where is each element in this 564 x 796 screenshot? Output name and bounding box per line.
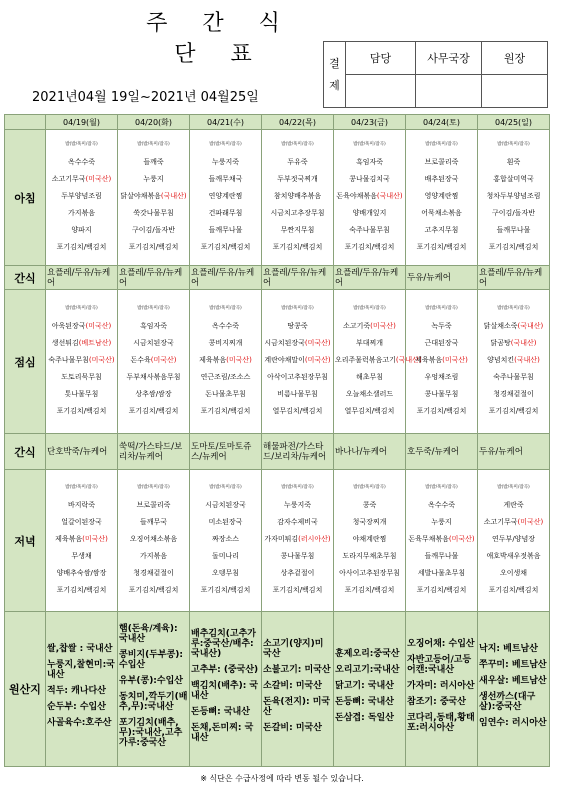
menu-item: 생선튀김(베트남산)	[51, 338, 112, 347]
menu-item: 밥(밥/흑미/잡곡)	[353, 484, 386, 490]
menu-item: 콩나물무침	[424, 389, 459, 398]
menu-item: 옥수수죽	[211, 321, 240, 330]
origin-item: 자반고등어/고등어캔:국내산	[407, 655, 472, 675]
menu-item: 짜장소스	[211, 534, 240, 543]
menu-item: 돈육무채볶음(미국산)	[408, 534, 475, 543]
menu-item: 청차두부양념조림	[486, 191, 541, 200]
origin-note: (러시아산)	[298, 534, 331, 543]
menu-item: 콩죽	[362, 500, 377, 509]
menu-item: 포기김치/백김치	[200, 585, 251, 594]
menu-item: 도토리묵무침	[61, 372, 102, 381]
snack-cell: 호두죽/뉴케어	[406, 434, 478, 470]
origin-note: (미국산)	[226, 355, 252, 364]
snack-cell: 두유/뉴케어	[406, 266, 478, 290]
menu-item: 포기김치/백김치	[416, 242, 467, 251]
menu-item: 흑임자죽	[139, 321, 168, 330]
weekly-menu-table	[4, 114, 550, 767]
menu-item: 게란죽	[503, 500, 524, 509]
meal-label: 간식	[5, 434, 46, 470]
menu-item: 시금치된장국	[205, 500, 246, 509]
menu-item: 포기김치/백김치	[200, 242, 251, 251]
menu-item: 돈나물초무침	[205, 389, 246, 398]
menu-item: 옥수수죽	[427, 500, 456, 509]
snack-cell: 요플레/두유/뉴케어	[46, 266, 118, 290]
approval-role: 사무국장	[416, 42, 482, 75]
menu-item: 가지볶음	[139, 551, 168, 560]
menu-item: 포기김치/백김치	[344, 585, 395, 594]
menu-cell	[190, 290, 262, 434]
menu-item: 땅콩죽	[287, 321, 308, 330]
origin-item: 쌀,찹쌀 : 국내산	[47, 644, 113, 654]
menu-item: 오리주물럭볶음고기(국내산)	[335, 355, 422, 364]
menu-item: 밥(밥/흑미/잡곡)	[497, 484, 530, 490]
menu-item: 무짠지무침	[280, 225, 315, 234]
menu-item: 소고기죽(미국산)	[343, 321, 396, 330]
menu-item: 옥수수죽	[67, 157, 96, 166]
origin-item: 적두: 캐나다산	[47, 686, 106, 696]
menu-item: 두부양념조림	[61, 191, 102, 200]
menu-item: 콩비지찌개	[208, 338, 243, 347]
snack-cell: 해물파전/가스타드/보리차/뉴케어	[262, 434, 334, 470]
origin-item: 백김치(배추): 국내산	[191, 681, 259, 701]
origin-item: 돈갈비: 미국산	[263, 723, 322, 733]
origin-item: 쭈꾸미: 베트남산	[479, 660, 547, 670]
menu-item: 시금치된장국(미국산)	[264, 338, 331, 347]
origin-cell	[46, 612, 118, 767]
day-header: 04/25(일)	[478, 115, 550, 130]
menu-item: 밥(밥/흑미/잡곡)	[137, 305, 170, 311]
origin-note: (국내산)	[514, 355, 540, 364]
origin-note: (미국산)	[88, 355, 115, 364]
origin-cell	[118, 612, 190, 767]
origin-item: 코다리,동태,황태포:러시아산	[407, 713, 475, 733]
menu-cell	[46, 130, 118, 266]
menu-item: 밥(밥/흑미/잡곡)	[497, 305, 530, 311]
snack-cell: 요플레/두유/뉴케어	[190, 266, 262, 290]
menu-item: 제육볶음(미국산)	[55, 534, 108, 543]
origin-item: 햄(돈육/계육): 국내산	[119, 624, 178, 644]
menu-cell	[118, 130, 190, 266]
menu-item: 가지볶음	[67, 208, 96, 217]
menu-cell	[262, 290, 334, 434]
menu-item: 구이김/돌자반	[492, 208, 535, 217]
origin-item: 포기김치(배추,무):국내산,고추가루:중국산	[119, 718, 183, 748]
menu-item: 쑥갓나물무침	[133, 208, 174, 217]
snack2-row	[5, 434, 550, 470]
menu-item: 영양계란찜	[424, 191, 459, 200]
meal-label: 간식	[5, 266, 46, 290]
menu-item: 돌미나리	[211, 551, 240, 560]
menu-item: 돈수육(미국산)	[130, 355, 177, 364]
menu-item: 밥(밥/흑미/잡곡)	[425, 305, 458, 311]
menu-item: 밥(밥/흑미/잡곡)	[65, 305, 98, 311]
origin-item: 콩비지(두부콩): 수입산	[119, 650, 183, 670]
origin-item: 오리고기:국내산	[335, 665, 400, 675]
menu-item: 밥(밥/흑미/잡곡)	[425, 141, 458, 147]
menu-item: 누룽지죽	[211, 157, 240, 166]
origin-item: 임연수: 러시아산	[479, 718, 547, 728]
menu-item: 포기김치/백김치	[128, 242, 179, 251]
menu-item: 밥(밥/흑미/잡곡)	[137, 484, 170, 490]
menu-item: 포기김치/백김치	[416, 585, 467, 594]
menu-item: 들깨무나물	[208, 225, 243, 234]
menu-item: 오뎅무침	[211, 568, 240, 577]
approval-label: 결 제	[324, 42, 346, 108]
menu-cell	[406, 290, 478, 434]
menu-item: 제육볶음(미국산)	[199, 355, 252, 364]
menu-item: 바지락죽	[67, 500, 96, 509]
origin-note: (미국산)	[85, 321, 112, 330]
origin-item: 훈제오리:중국산	[335, 649, 400, 659]
menu-item: 포기김치/백김치	[128, 406, 179, 415]
snack-cell: 바나나/뉴케어	[334, 434, 406, 470]
signature-box[interactable]	[482, 75, 548, 108]
menu-item: 숙주나물무침(미국산)	[48, 355, 115, 364]
menu-item: 포기김치/백김치	[56, 406, 107, 415]
menu-item: 닭살야채볶음(국내산)	[120, 191, 187, 200]
approval-role: 원장	[482, 42, 548, 75]
menu-item: 아사이고추된장무침	[339, 568, 400, 577]
menu-item: 고추지무침	[424, 225, 459, 234]
day-header: 04/22(목)	[262, 115, 334, 130]
menu-item: 포기김치/백김치	[56, 242, 107, 251]
day-header-row	[5, 115, 550, 130]
menu-item: 밥(밥/흑미/잡곡)	[281, 484, 314, 490]
origin-item: 닭고기: 국내산	[335, 681, 394, 691]
menu-item: 청경채겉절이	[133, 568, 174, 577]
page-title: 주 간 식 단 표	[146, 11, 294, 67]
menu-item: 건파래무침	[208, 208, 243, 217]
approval-box	[323, 41, 548, 108]
menu-item: 들깨무나물	[424, 551, 459, 560]
origin-note: (미국산)	[370, 321, 396, 330]
origin-item: 소고기(양지)미국산	[263, 639, 324, 659]
menu-item: 배추된장국	[424, 174, 459, 183]
menu-item: 들깨무나물	[496, 225, 531, 234]
menu-cell	[118, 290, 190, 434]
menu-item: 소고기무국(미국산)	[51, 174, 112, 183]
day-header: 04/24(토)	[406, 115, 478, 130]
menu-item: 연근조림/조소스	[200, 372, 251, 381]
menu-item: 미소된장국	[208, 517, 243, 526]
origin-note: (미국산)	[448, 534, 475, 543]
origin-note: (미국산)	[517, 517, 544, 526]
menu-item: 양배추숙쌈/쌈장	[56, 568, 107, 577]
snack-cell: 쑥떡/가스타드/보리차/뉴케어	[118, 434, 190, 470]
origin-cell	[190, 612, 262, 767]
menu-item: 밥(밥/흑미/잡곡)	[353, 305, 386, 311]
menu-item: 청경채겉절이	[493, 389, 534, 398]
menu-cell	[406, 130, 478, 266]
menu-item: 숙주나물무침	[349, 225, 390, 234]
menu-cell	[262, 470, 334, 612]
menu-item: 연양계란찜	[208, 191, 243, 200]
menu-item: 브로콜리죽	[136, 500, 171, 509]
menu-item: 소고기무국(미국산)	[483, 517, 544, 526]
snack-cell: 요플레/두유/뉴케어	[118, 266, 190, 290]
menu-item: 흑임자죽	[355, 157, 384, 166]
snack-cell: 요플레/두유/뉴케어	[334, 266, 406, 290]
menu-item: 오징어채소볶음	[129, 534, 178, 543]
origin-item: 가자미: 러시아산	[407, 681, 475, 691]
menu-item: 도라지무채초무침	[342, 551, 397, 560]
origin-item: 누룽지,찰현미:국내산	[47, 660, 115, 680]
origin-item: 배추김치(고추가루:중국산/배추:국내산)	[191, 629, 256, 659]
menu-item: 상추쌈/쌈장	[135, 389, 172, 398]
origin-item: 사골육수:호주산	[47, 718, 112, 728]
menu-cell	[478, 470, 550, 612]
dinner-row	[5, 470, 550, 612]
day-header: 04/19(월)	[46, 115, 118, 130]
menu-item: 밥(밥/흑미/잡곡)	[137, 141, 170, 147]
snack-cell: 요플레/두유/뉴케어	[262, 266, 334, 290]
menu-item: 콩나물김치국	[349, 174, 390, 183]
menu-item: 밥(밥/흑미/잡곡)	[65, 141, 98, 147]
origin-item: 소갈비: 미국산	[263, 681, 322, 691]
menu-item: 두유죽	[287, 157, 308, 166]
menu-item: 두부젓국찌개	[277, 174, 318, 183]
corner-cell	[5, 115, 46, 130]
meal-label: 저녁	[5, 470, 46, 612]
menu-item: 오늘채소샐러드	[345, 389, 394, 398]
menu-item: 톳나물무침	[64, 389, 99, 398]
origin-note: (미국산)	[442, 355, 468, 364]
menu-period: 2021년04월 19일~2021년 04월25일	[32, 90, 259, 105]
menu-item: 상추겉절이	[280, 568, 315, 577]
origin-note: (미국산)	[150, 355, 177, 364]
menu-item: 밥(밥/흑미/잡곡)	[281, 141, 314, 147]
menu-item: 계란야채말이(미국산)	[264, 355, 331, 364]
menu-cell	[334, 290, 422, 434]
menu-cell	[262, 130, 334, 266]
menu-item: 닭곰탕(국내산)	[490, 338, 537, 347]
menu-item: 해초무침	[355, 372, 384, 381]
menu-cell	[334, 470, 406, 612]
menu-cell	[46, 290, 118, 434]
approval-role: 담당	[346, 42, 416, 75]
origin-item: 참조기: 중국산	[407, 697, 466, 707]
origin-note: (국내산)	[376, 191, 403, 200]
menu-cell	[478, 290, 550, 434]
menu-item: 청국장찌개	[352, 517, 387, 526]
origin-note: (국내산)	[517, 321, 544, 330]
menu-item: 포기김치/백김치	[272, 585, 323, 594]
footnote: ※ 식단은 수급사정에 따라 변동 될수 있습니다.	[200, 774, 364, 783]
origin-item: 고추부: (중국산)	[191, 665, 259, 675]
menu-item: 얼갈이된장국	[61, 517, 102, 526]
menu-item: 어묵채소볶음	[421, 208, 462, 217]
menu-item: 홍합살미역국	[493, 174, 534, 183]
origin-note: (국내산)	[395, 355, 422, 364]
menu-cell	[118, 470, 190, 612]
origin-item: 새우살: 베트남산	[479, 676, 547, 686]
origin-cell	[478, 612, 550, 767]
menu-item: 감자수제비국	[277, 517, 318, 526]
menu-item: 포기김치/백김치	[488, 585, 539, 594]
menu-cell	[46, 470, 118, 612]
menu-item: 밥(밥/흑미/잡곡)	[65, 484, 98, 490]
origin-item: 돈등뼈: 국내산	[335, 697, 394, 707]
snack-cell: 요플레/두유/뉴케어	[478, 266, 550, 290]
menu-item: 밥(밥/흑미/잡곡)	[281, 305, 314, 311]
menu-item: 세발나물초무침	[417, 568, 466, 577]
menu-item: 들깨죽	[143, 157, 164, 166]
origin-item: 낙지: 베트남산	[479, 644, 538, 654]
menu-item: 야채계란찜	[352, 534, 387, 543]
origin-row	[5, 612, 550, 767]
day-header: 04/20(화)	[118, 115, 190, 130]
origin-item: 돈삼겹: 독일산	[335, 713, 394, 723]
snack-cell: 도마토/토마토쥬스/뉴케어	[190, 434, 262, 470]
origin-item: 동치미,깍두기(배추,무):국내산	[119, 692, 188, 712]
menu-item: 포기김치/백김치	[56, 585, 107, 594]
menu-item: 포기김치/백김치	[488, 406, 539, 415]
menu-item: 제육볶음(미국산)	[415, 355, 468, 364]
origin-item: 돈등뼈: 국내산	[191, 707, 250, 717]
menu-item: 시금치된장국	[133, 338, 174, 347]
menu-item: 숙주나물무침	[493, 372, 534, 381]
menu-item: 포기김치/백김치	[488, 242, 539, 251]
breakfast-row	[5, 130, 550, 266]
day-header: 04/23(금)	[334, 115, 406, 130]
menu-item: 들깨무국	[139, 517, 168, 526]
menu-item: 브로콜리죽	[424, 157, 459, 166]
menu-item: 애호박새우젓볶음	[486, 551, 541, 560]
origin-item: 소불고기: 미국산	[263, 665, 331, 675]
menu-item: 밥(밥/흑미/잡곡)	[497, 141, 530, 147]
origin-item: 유부(콩):수입산	[119, 676, 183, 686]
menu-item: 두부채사볶음무침	[126, 372, 181, 381]
menu-item: 누룽지	[143, 174, 164, 183]
menu-item: 누룽지	[431, 517, 452, 526]
menu-item: 밥(밥/흑미/잡곡)	[209, 141, 242, 147]
menu-item: 참치양배추볶음	[273, 191, 322, 200]
menu-item: 가자미튀김(러시아산)	[264, 534, 331, 543]
meal-label: 아침	[5, 130, 46, 266]
menu-item: 포기김치/백김치	[200, 406, 251, 415]
menu-item: 밥(밥/흑미/잡곡)	[353, 141, 386, 147]
origin-cell	[406, 612, 478, 767]
menu-item: 포기김치/백김치	[272, 242, 323, 251]
origin-note: (베트남산)	[78, 338, 112, 347]
menu-item: 포기김치/백김치	[416, 406, 467, 415]
menu-item: 닭살채소죽(국내산)	[483, 321, 544, 330]
origin-note: (미국산)	[304, 338, 331, 347]
snack1-row	[5, 266, 550, 290]
origin-note: (미국산)	[304, 355, 331, 364]
origin-item: 순두부: 수입산	[47, 702, 106, 712]
menu-item: 무생채	[71, 551, 92, 560]
menu-item: 우엉채조림	[424, 372, 459, 381]
menu-item: 양파지	[71, 225, 92, 234]
menu-cell	[190, 470, 262, 612]
menu-item: 부대찌개	[355, 338, 384, 347]
menu-item: 밥(밥/흑미/잡곡)	[425, 484, 458, 490]
origin-note: (국내산)	[160, 191, 187, 200]
origin-note: (미국산)	[85, 174, 112, 183]
menu-item: 열무김치/백김치	[272, 406, 323, 415]
menu-item: 콩나물무침	[280, 551, 315, 560]
signature-box[interactable]	[346, 75, 416, 108]
menu-item: 열무김치/백김치	[344, 406, 395, 415]
origin-item: 오징어채: 수입산	[407, 639, 475, 649]
menu-item: 밥(밥/흑미/잡곡)	[209, 484, 242, 490]
menu-item: 포기김치/백김치	[344, 242, 395, 251]
menu-item: 돈육야채볶음(국내산)	[336, 191, 403, 200]
menu-cell	[478, 130, 550, 266]
menu-item: 밥(밥/흑미/잡곡)	[209, 305, 242, 311]
menu-item: 들깨무채국	[208, 174, 243, 183]
meal-label: 점심	[5, 290, 46, 434]
menu-item: 연두부/양념장	[492, 534, 535, 543]
menu-item: 포기김치/백김치	[128, 585, 179, 594]
origin-cell	[262, 612, 334, 767]
origin-cell	[334, 612, 406, 767]
menu-item: 시금치고추장무침	[270, 208, 325, 217]
menu-cell	[406, 470, 478, 612]
menu-item: 아욱된장국(미국산)	[51, 321, 112, 330]
signature-box[interactable]	[416, 75, 482, 108]
snack-cell: 단호박죽/뉴케어	[46, 434, 118, 470]
meal-label: 원산지	[5, 612, 46, 767]
menu-item: 누룽지죽	[283, 500, 312, 509]
origin-item: 생선까스(대구살):중국산	[479, 692, 536, 712]
menu-item: 근대된장국	[424, 338, 459, 347]
day-header: 04/21(수)	[190, 115, 262, 130]
menu-cell	[190, 130, 262, 266]
menu-item: 오이생채	[499, 568, 528, 577]
origin-item: 돈채,돈미찌: 국내산	[191, 723, 254, 743]
menu-item: 아삭이고추된장무침	[267, 372, 328, 381]
menu-item: 녹두죽	[431, 321, 452, 330]
lunch-row	[5, 290, 550, 434]
menu-item: 비름나물무침	[277, 389, 318, 398]
menu-item: 흰죽	[506, 157, 521, 166]
origin-note: (국내산)	[510, 338, 537, 347]
menu-item: 양념치킨(국내산)	[487, 355, 540, 364]
menu-item: 양배개잎지	[352, 208, 387, 217]
menu-item: 구이김/돌자반	[132, 225, 175, 234]
snack-cell: 두유/뉴케어	[478, 434, 550, 470]
menu-cell	[334, 130, 406, 266]
origin-item: 돈육(전지): 미국산	[263, 697, 331, 717]
origin-note: (미국산)	[82, 534, 108, 543]
